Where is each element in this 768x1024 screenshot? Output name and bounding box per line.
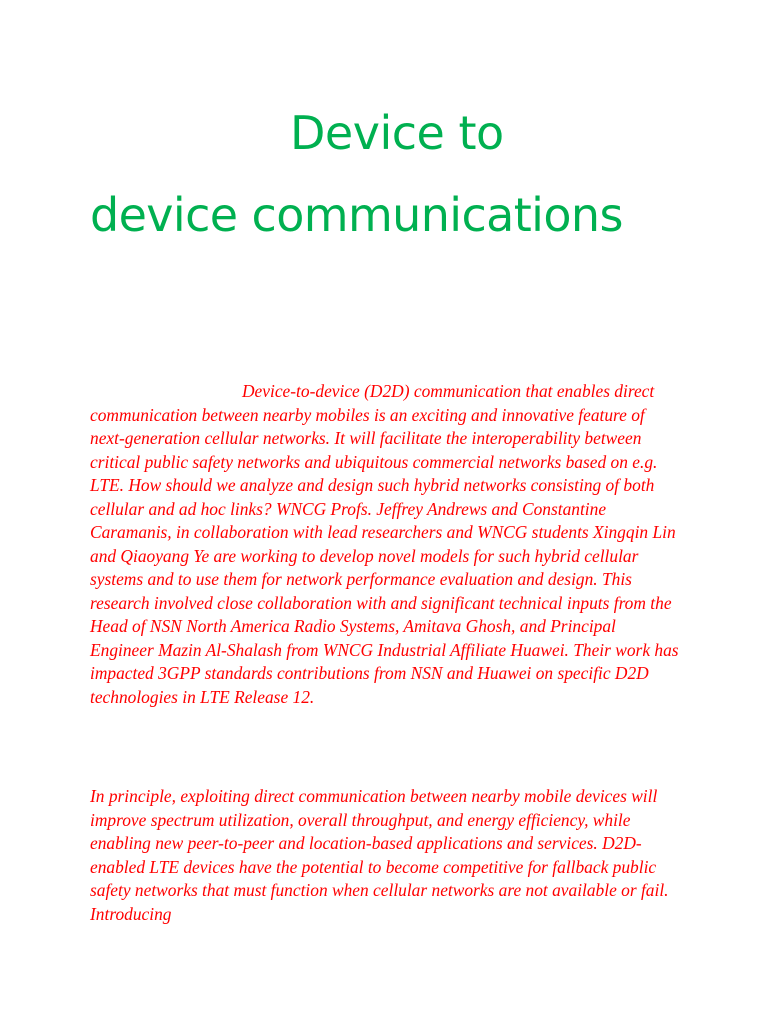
document-title-line-1: Device to bbox=[290, 106, 504, 160]
body-paragraph-2: In principle, exploiting direct communication between nearby mobile devices will improve spectrum utilization, overall throughput, and energy efficiency, while enabling new peer-to-peer and location-based applications and services. D2D-enabled LTE devices have the potential to become competitive for fallback public safety networks that must function when cellular networks are not available or fail. Introducing bbox=[90, 786, 669, 924]
body-paragraph-1: Device-to-device (D2D) communication that enables direct communication between nearby mobiles is an exciting and innovative feature of next-generation cellular networks. It will facilitate the interoperability between critical public safety networks and ubiquitous commercial networks based on e.g. LTE. How should we analyze and design such hybrid networks consisting of both cellular and ad hoc links? WNCG Profs. Jeffrey Andrews and Constantine Caramanis, in collaboration with lead researchers and WNCG students Xingqin Lin and Qiaoyang Ye are working to develop novel models for such hybrid cellular systems and to use them for network performance evaluation and design. This research involved close collaboration with and significant technical inputs from the Head of NSN North America Radio Systems, Amitava Ghosh, and Principal Engineer Mazin Al-Shalash from WNCG Industrial Affiliate Huawei. Their work has impacted 3GPP standards contributions from NSN and Huawei on specific D2D technologies in LTE Release 12. bbox=[90, 381, 679, 707]
document-title-line-2: device communications bbox=[90, 188, 623, 242]
